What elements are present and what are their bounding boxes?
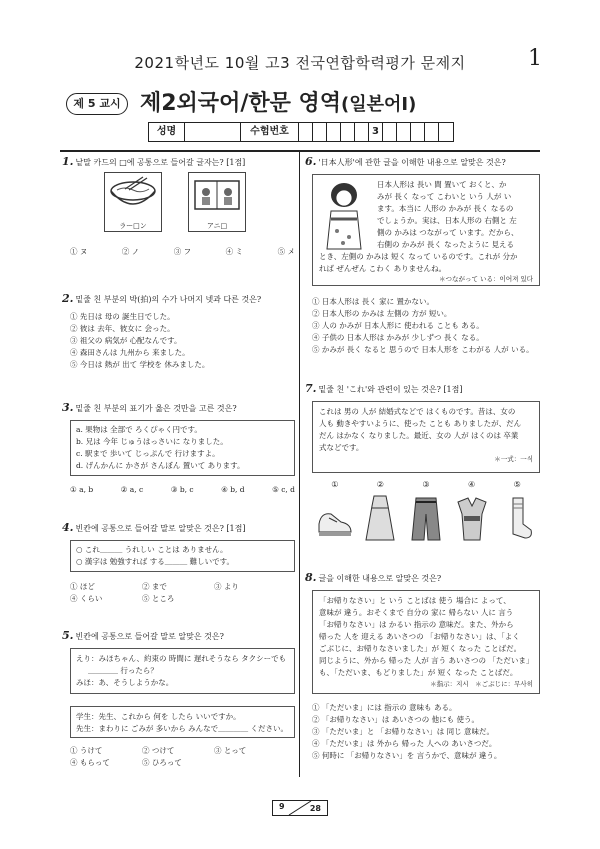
q6-note: ＊つながって いる：이어져 있다 <box>438 275 533 283</box>
choice[interactable]: ① ほど <box>70 582 95 591</box>
q3-item: c. 駅まで 歩いて じっぷんで 行けますよ。 <box>76 449 220 458</box>
q5-choices <box>70 745 295 769</box>
q4-number: 4. <box>62 521 74 534</box>
exam-digit-box[interactable] <box>327 123 341 141</box>
q5-number: 5. <box>62 629 74 642</box>
student-id-row <box>148 122 454 142</box>
q5-text: 빈칸에 공통으로 들어갈 말로 알맞은 것은? <box>75 632 224 641</box>
choice[interactable]: ① 日本人形は 長く 家に 置かない。 <box>312 297 435 306</box>
choice[interactable]: ⑤ 今日は 熱が 出て 学校を 休みました。 <box>70 360 210 369</box>
q8-passage-box <box>312 590 540 694</box>
q2-text: 밑줄 친 부분의 박(拍)의 수가 나머지 넷과 다른 것은? <box>75 295 262 304</box>
choice[interactable]: ② 「お帰りなさい」は あいさつの 他にも 使う。 <box>312 715 480 724</box>
q2-header <box>62 293 294 306</box>
q8-header <box>305 572 540 585</box>
choice[interactable]: ④ くらい <box>70 594 103 603</box>
q6-line: でしょうか。実は、日本人形の 右側と 左 <box>377 216 517 225</box>
column-divider <box>299 152 300 777</box>
choice[interactable]: ③ <box>422 480 430 489</box>
q8-options <box>312 702 540 762</box>
choice[interactable]: ④ ミ <box>225 247 244 256</box>
exam-digit-fixed: 3 <box>369 123 383 141</box>
q7-line: だん はかなく なりました。最近、女の 人が はくのは 卒業 <box>319 431 519 440</box>
sock-icon[interactable] <box>497 494 537 542</box>
q8-line: 帰った 人を 迎える あいさつの 「お帰りなさい」は、「よく <box>319 632 520 641</box>
q8-line: 「お帰りなさい」と いう ことばは 使う 場合に よって、 <box>319 596 511 605</box>
q6-line: 右側の かみが 長く なったように 見える <box>377 240 515 249</box>
choice[interactable]: ③ とって <box>214 746 247 755</box>
exam-digit-box[interactable] <box>397 123 411 141</box>
exam-digit-box[interactable] <box>411 123 425 141</box>
choice[interactable]: ⑤ <box>513 480 521 489</box>
ramen-bowl-icon <box>105 173 161 217</box>
q3-box <box>70 420 295 476</box>
q7-note: ＊一式：一식 <box>494 455 533 463</box>
kimono-icon[interactable] <box>452 494 492 542</box>
q3-item: a. 果物は 全部で ろくぴゃく円です。 <box>76 425 202 434</box>
q3-text: 밑줄 친 부분의 표기가 옳은 것만을 고른 것은? <box>75 404 237 413</box>
q7-choice-labels <box>312 480 540 489</box>
q4-header <box>62 522 294 535</box>
subject-title <box>140 86 416 117</box>
q2-number: 2. <box>62 292 74 305</box>
q6-line: みが 長く なって こわいと いう 人が い <box>377 192 512 201</box>
page-number: 1 <box>528 46 542 71</box>
exam-no-label: 수험번호 <box>241 123 299 141</box>
q7-header <box>305 383 540 396</box>
q1-card2-label: アニ□ <box>206 222 228 230</box>
q7-text: 밑줄 친 'これ'와 관련이 있는 것은? [1점] <box>318 385 463 394</box>
choice[interactable]: ② <box>376 480 384 489</box>
q4-line: ○ 漢字は 勉強すれば する＿＿＿ 難しいです。 <box>76 557 234 566</box>
q1-card1-label: ラー□ン <box>119 222 147 230</box>
choice[interactable]: ③ 祖父の 病気が 心配なんです。 <box>70 336 182 345</box>
q6-options <box>312 296 540 356</box>
choice[interactable]: ⑤ ところ <box>142 594 175 603</box>
choice[interactable]: ② まで <box>142 582 167 591</box>
name-label: 성명 <box>149 123 185 141</box>
choice[interactable]: ④ 子供の 日本人形は かみが 少しずつ 長く なる。 <box>312 333 484 342</box>
q1-choices <box>70 246 295 257</box>
sneakers-icon[interactable] <box>315 494 355 542</box>
choice[interactable]: ② 日本人形の かみは 左側の 方が 短い。 <box>312 309 452 318</box>
exam-digit-box[interactable] <box>313 123 327 141</box>
q8-note: ＊指示：지시 ＊ごぶじに：무사히 <box>430 680 533 688</box>
q8-number: 8. <box>305 571 317 584</box>
choice[interactable]: ④ <box>467 480 476 489</box>
q6-number: 6. <box>305 155 317 168</box>
q7-line: 式などです。 <box>319 443 364 452</box>
q8-line: 意味が 違う。おそくまで 自分の 家に 帰らない 人に 言う <box>319 608 514 617</box>
q1-header <box>62 156 294 169</box>
q4-box <box>70 540 295 572</box>
exam-digit-box[interactable] <box>355 123 369 141</box>
choice[interactable]: ④ もらって <box>70 758 110 767</box>
choice[interactable]: ⑤ メ <box>277 247 295 256</box>
q7-passage-box <box>312 401 540 473</box>
q7-line: 人も 動きやすいように、使った ことも ありましたが、だん <box>319 419 522 428</box>
q4-line: ○ これ＿＿＿ うれしい ことは ありません。 <box>76 545 228 554</box>
choice[interactable]: ③ b, c <box>170 485 194 494</box>
page-current: 9 <box>279 802 285 811</box>
q6-line: ます。本当に 人形の かみが 長く なるの <box>377 204 514 213</box>
q5-header <box>62 630 294 643</box>
choice[interactable]: ⑤ ひろって <box>142 758 182 767</box>
period-badge: 제 5 교시 <box>66 93 128 115</box>
name-field[interactable] <box>185 123 241 141</box>
subject-main: 제2외국어/한문 영역 <box>140 91 342 116</box>
q1-card-anime <box>188 172 246 232</box>
q3-number: 3. <box>62 401 74 414</box>
choice[interactable]: ② 彼は 去年、彼女に 会った。 <box>70 324 175 333</box>
choice[interactable]: ⑤ かみが 長く なると 思うので 日本人形を こわがる 人が いる。 <box>312 345 534 354</box>
hakama-icon[interactable] <box>406 494 446 542</box>
q4-text: 빈칸에 공통으로 들어갈 말로 알맞은 것은? [1점] <box>75 524 246 533</box>
q3-choices <box>70 485 295 494</box>
q5-dialog-line: えり：みほちゃん、約束の 時間に 遅れそうなら タクシーでも <box>76 654 287 663</box>
subject-sub: (일본어Ⅰ) <box>341 94 417 115</box>
q6-line: 側の かみは つながって います。だから、 <box>377 228 519 237</box>
choice[interactable]: ⑤ c, d <box>272 485 295 494</box>
q5-dialog-line: 先生：まわりに ごみが 多いから みんなで＿＿＿＿ ください。 <box>76 724 289 733</box>
q3-item: d. げんかんに かさが さんぼん 置いて あります。 <box>76 461 245 470</box>
exam-header-title: 2021학년도 10월 고3 전국연합학력평가 문제지 <box>134 54 466 72</box>
exam-digit-box[interactable] <box>425 123 439 141</box>
exam-digit-box[interactable] <box>439 123 453 141</box>
choice[interactable]: ③ より <box>214 582 239 591</box>
q6-passage-box <box>312 174 540 286</box>
exam-digit-box[interactable] <box>299 123 313 141</box>
q1-card-ramen <box>104 172 162 232</box>
choice[interactable]: ① うけて <box>70 746 103 755</box>
choice[interactable]: ④ b, d <box>221 485 245 494</box>
choice[interactable]: ② ノ <box>121 247 140 256</box>
q3-header <box>62 402 294 415</box>
q7-number: 7. <box>305 382 317 395</box>
q5-dialog-line: みほ：あ、そうしようかな。 <box>76 678 174 687</box>
dress-icon[interactable] <box>360 494 400 542</box>
choice[interactable]: ③ 人の かみが 日本人形に 使われる ことも ある。 <box>312 321 484 330</box>
choice[interactable]: ② つけて <box>142 746 175 755</box>
choice[interactable]: ① <box>331 480 339 489</box>
q8-line: も、「ただいま、もどりました」が 短く なった ことばだ。 <box>319 668 518 677</box>
film-strip-icon <box>189 173 245 217</box>
japanese-doll-icon <box>317 181 371 251</box>
q6-line: 日本人形は 長い 間 置いて おくと、か <box>377 180 507 189</box>
q6-text: '日本人形'에 관한 글을 이해한 내용으로 알맞은 것은? <box>318 158 506 167</box>
page-indicator <box>272 800 328 816</box>
q7-line: これは 男の 人が 結婚式などで はくものです。昔は、女の <box>319 407 516 416</box>
q5-box1 <box>70 648 295 694</box>
choice[interactable]: ⑤ 何時に 「お帰りなさい」を 言うかで、意味が 違う。 <box>312 751 502 760</box>
q2-options <box>70 311 295 371</box>
q4-choices <box>70 581 295 605</box>
choice[interactable]: ① ヌ <box>70 247 88 256</box>
q8-line: 同じように、外から 帰った 人が 言う あいさつの 「ただいま」 <box>319 656 534 665</box>
header-rule <box>60 150 540 152</box>
q5-box2 <box>70 706 295 738</box>
choice[interactable]: ② a, c <box>120 485 144 494</box>
q1-number: 1. <box>62 155 74 168</box>
q7-images <box>312 494 540 542</box>
choice[interactable]: ① 「ただいま」には 指示の 意味も ある。 <box>312 703 457 712</box>
q5-dialog-line: ＿＿＿＿ 行ったら？ <box>88 666 158 675</box>
choice[interactable]: ④ 「ただいま」は 外から 帰った 人への あいさつだ。 <box>312 739 497 748</box>
q6-passage-bottom <box>319 251 537 275</box>
q5-dialog-line: 学生：先生、これから 何を したら いいですか。 <box>76 712 241 721</box>
exam-digit-box[interactable] <box>341 123 355 141</box>
choice[interactable]: ③ 「ただいま」と 「お帰りなさい」は 同じ 意味だ。 <box>312 727 495 736</box>
choice[interactable]: ③ フ <box>173 247 192 256</box>
q6-line: とき、左側の かみは 短く なって いるのです。これが 分か <box>319 252 518 261</box>
q6-passage-top <box>377 179 537 251</box>
page-total: 28 <box>309 804 321 813</box>
q6-header <box>305 156 540 169</box>
q1-text: 낱말 카드의 □에 공통으로 들어갈 글자는? [1점] <box>75 158 246 167</box>
q6-line: れば ぜんぜん こわく ありませんね。 <box>319 264 447 273</box>
choice[interactable]: ① 先日は 母の 誕生日でした。 <box>70 312 175 321</box>
exam-digit-box[interactable] <box>383 123 397 141</box>
choice[interactable]: ④ 森田さんは 九州から 来ました。 <box>70 348 190 357</box>
q8-line: 「お帰りなさい」は かるい 指示の 意味だ。また、外から <box>319 620 514 629</box>
q8-line: ごぶじに、お帰りなさいました」が 短く なった ことばだ。 <box>319 644 522 653</box>
q3-item: b. 兄は 今年 じゅうはっさいに なりました。 <box>76 437 228 446</box>
choice[interactable]: ① a, b <box>70 485 94 494</box>
q8-text: 글을 이해한 내용으로 알맞은 것은? <box>318 574 442 583</box>
